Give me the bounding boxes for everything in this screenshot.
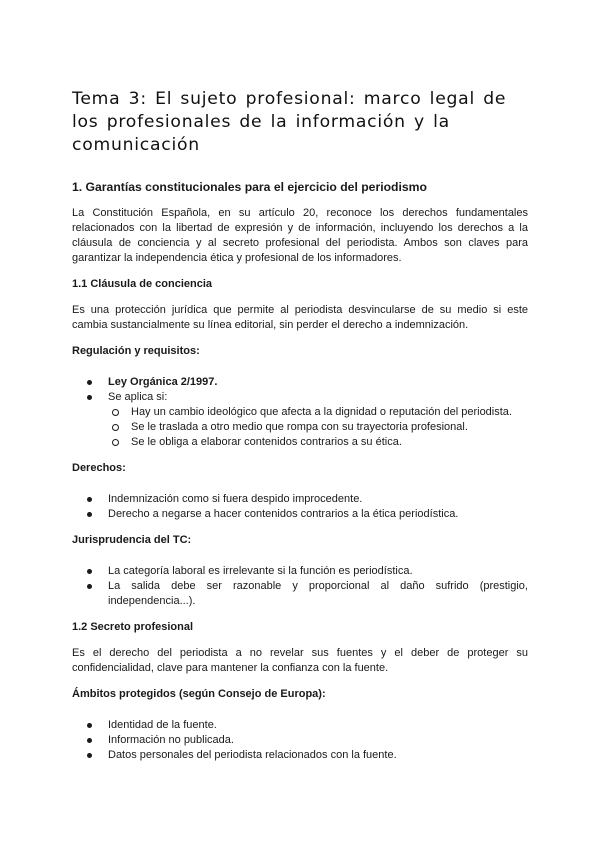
list-item [72, 375, 528, 390]
jurisprudencia-heading: Jurisprudencia del TC: [72, 534, 192, 546]
regulacion-heading: Regulación y requisitos: [72, 345, 200, 357]
bullet-icon [87, 584, 92, 589]
list-item-text: Datos personales del periodista relacionados con la fuente. [108, 749, 397, 761]
list-item-text: Información no publicada. [108, 734, 234, 746]
hollow-bullet-icon [112, 439, 119, 446]
bullet-icon [87, 723, 92, 728]
document-title: Tema 3: El sujeto profesional: marco legal de los profesionales de la información y la comunicación [72, 89, 507, 155]
document-page [72, 88, 528, 774]
list-item [72, 579, 528, 609]
sub-list-item-text: Hay un cambio ideológico que afecta a la dignidad o reputación del periodista. [131, 406, 512, 418]
sub-list-item-text: Se le traslada a otro medio que rompa con su trayectoria profesional. [131, 421, 468, 433]
bullet-icon [87, 738, 92, 743]
list-item-text: Identidad de la fuente. [108, 719, 217, 731]
aplica-label: Se aplica si: [108, 391, 168, 403]
list-item [72, 507, 528, 522]
ambitos-list [72, 718, 528, 763]
bullet-icon [87, 512, 92, 517]
derechos-list [72, 492, 528, 522]
list-item-text: Indemnización como si fuera despido improcedente. [108, 493, 363, 505]
list-item [72, 564, 528, 579]
bullet-icon [87, 569, 92, 574]
list-item [72, 748, 528, 763]
section-heading-garantias: 1. Garantías constitucionales para el ejercicio del periodismo [72, 180, 427, 194]
bullet-icon [87, 395, 92, 400]
bullet-icon [87, 753, 92, 758]
bullet-icon [87, 380, 92, 385]
list-item-text: La categoría laboral es irrelevante si la función es periodística. [108, 565, 413, 577]
list-item-text: La salida debe ser razonable y proporcional al daño sufrido (prestigio, independencia...). [108, 580, 528, 607]
sub-list-item [108, 420, 528, 435]
subsection-heading-clausula: 1.1 Cláusula de conciencia [72, 278, 213, 290]
sub-list-item [108, 435, 528, 450]
derechos-heading: Derechos: [72, 462, 126, 474]
list-item [72, 718, 528, 733]
clausula-paragraph: Es una protección jurídica que permite al periodista desvincularse de su medio si este cambia sustancialmente su línea editorial, sin perder el derecho a indemnización. [72, 304, 528, 331]
list-item [72, 390, 528, 450]
aplica-sublist [108, 405, 528, 450]
list-item [72, 733, 528, 748]
jurisprudencia-list [72, 564, 528, 609]
subsection-heading-secreto: 1.2 Secreto profesional [72, 621, 194, 633]
list-item [72, 492, 528, 507]
section-intro-paragraph: La Constitución Española, en su artículo 20, reconoce los derechos fundamentales relacionados con la libertad de expresión y de información, incluyendo los derechos a la cláusula de conciencia y al secreto profesional del periodista. Ambos son claves para garantizar la independencia ética y profesional de los informadores. [72, 207, 528, 264]
sub-list-item [108, 405, 528, 420]
ley-organica-item: Ley Orgánica 2/1997. [108, 376, 218, 388]
ambitos-heading: Ámbitos protegidos (según Consejo de Europa): [72, 688, 326, 700]
secreto-paragraph: Es el derecho del periodista a no revelar sus fuentes y el deber de proteger su confidencialidad, clave para mantener la confianza con la fuente. [72, 647, 528, 674]
sub-list-item-text: Se le obliga a elaborar contenidos contrarios a su ética. [131, 436, 402, 448]
hollow-bullet-icon [112, 409, 119, 416]
bullet-icon [87, 497, 92, 502]
regulacion-list [72, 375, 528, 450]
hollow-bullet-icon [112, 424, 119, 431]
list-item-text: Derecho a negarse a hacer contenidos contrarios a la ética periodística. [108, 508, 459, 520]
